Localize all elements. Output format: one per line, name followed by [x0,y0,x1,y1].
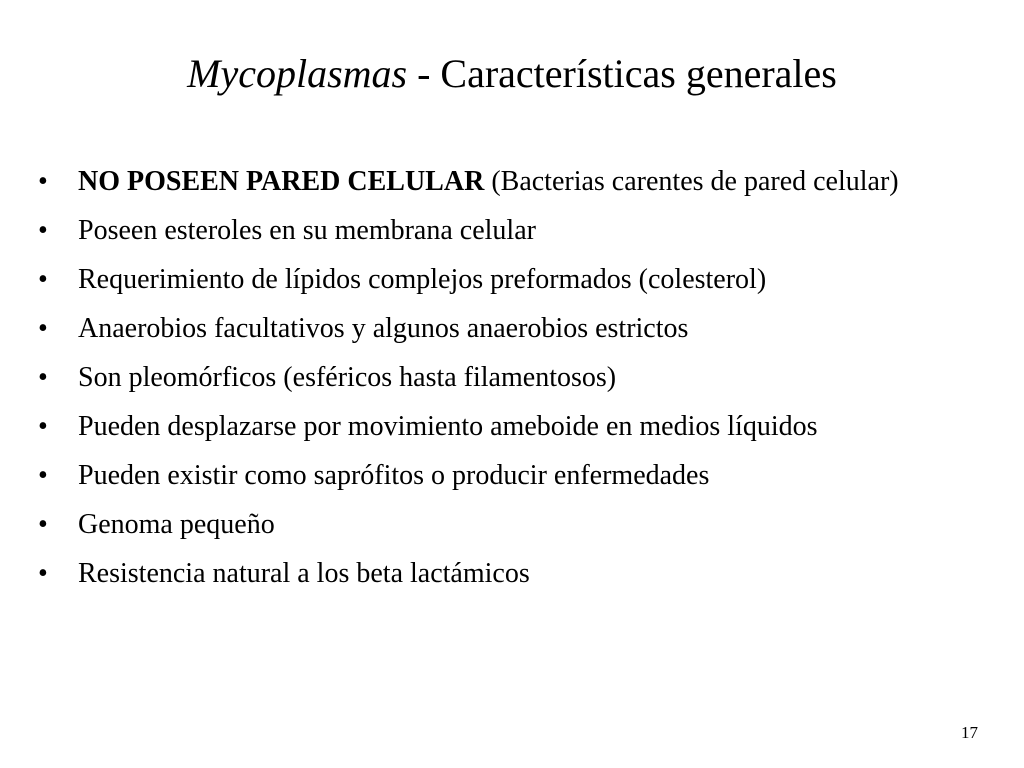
slide-title-rest: - Características generales [407,51,837,96]
bullet-icon: • [38,509,48,540]
page-number: 17 [961,723,978,742]
bullet-text: Poseen esteroles en su membrana celular [78,215,536,246]
slide-title-italic: Mycoplasmas [187,51,408,96]
bullet-text: Anaerobios facultativos y algunos anaerobios estrictos [78,313,689,344]
bullet-text: (Bacterias carentes de pared celular) [484,166,899,197]
bullet-item [38,556,938,591]
bullet-list [38,164,938,605]
bullet-item [38,458,938,493]
bullet-icon: • [38,313,48,344]
bullet-icon: • [38,166,48,197]
bullet-text: Pueden existir como saprófitos o producir enfermedades [78,460,710,491]
bullet-icon: • [38,215,48,246]
bullet-item [38,213,938,248]
bullet-icon: • [38,460,48,491]
bullet-item [38,409,938,444]
bullet-item [38,164,938,199]
bullet-text: Pueden desplazarse por movimiento ameboide en medios líquidos [78,411,818,442]
bullet-item [38,311,938,346]
bullet-text: Son pleomórficos (esféricos hasta filamentosos) [78,362,617,393]
bullet-text: Genoma pequeño [78,509,275,540]
bullet-icon: • [38,558,48,589]
bullet-text: Resistencia natural a los beta lactámicos [78,558,530,589]
slide-title [0,48,1024,100]
bullet-item [38,262,938,297]
bullet-bold-text: NO POSEEN PARED CELULAR [78,166,485,197]
bullet-icon: • [38,362,48,393]
bullet-icon: • [38,264,48,295]
bullet-item [38,507,938,542]
bullet-icon: • [38,411,48,442]
bullet-text: Requerimiento de lípidos complejos preformados (colesterol) [78,264,767,295]
bullet-item [38,360,938,395]
